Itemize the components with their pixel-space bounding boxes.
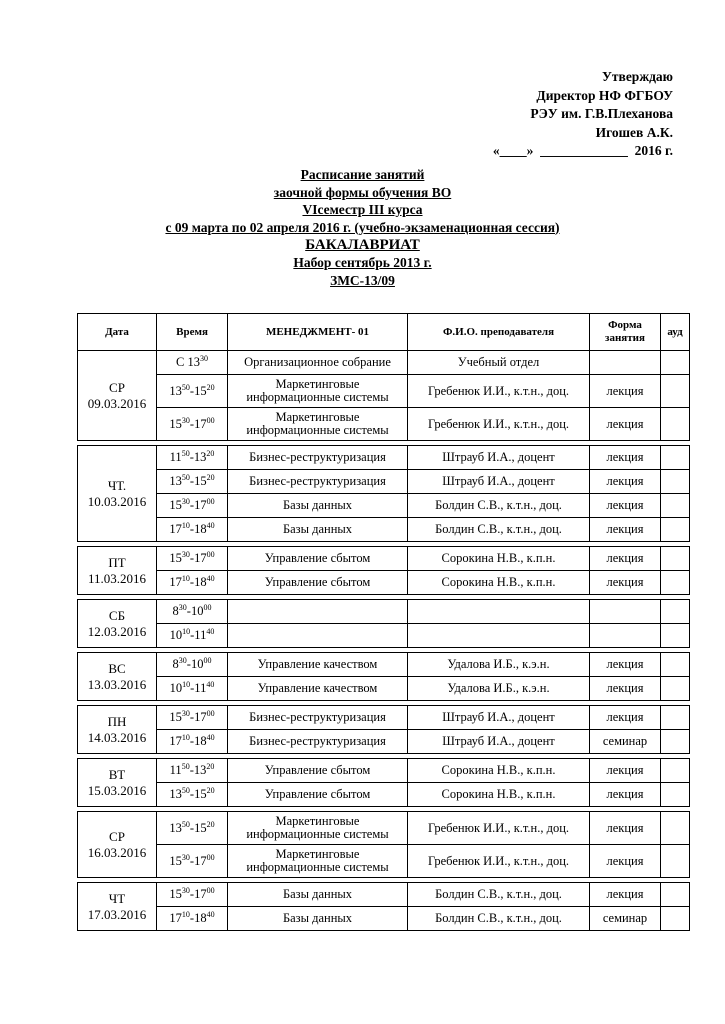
time-hours: 17 [169,522,182,536]
time-minutes: 30 [178,603,187,612]
time-hours: -17 [189,853,207,868]
teacher-cell: Гребенюк И.И., к.т.н., доц. [408,812,590,845]
room-cell [661,783,690,807]
time-minutes: 40 [206,733,215,742]
schedule-body [78,351,690,931]
time-cell [157,494,228,518]
room-cell [661,446,690,470]
approval-line: РЭУ им. Г.В.Плеханова [530,106,673,121]
time-hours: -18 [189,575,207,589]
title-line: ЗМС-13/09 [330,272,395,288]
date: 10.03.2016 [87,493,147,509]
time-cell [157,759,228,783]
time-hours: -18 [189,734,207,748]
time-minutes: 10 [182,680,191,689]
room-cell [661,351,690,375]
time-minutes: 30 [199,354,208,363]
weekday: ЧТ [108,890,126,906]
form-cell: лекция [590,812,661,845]
time-cell [157,677,228,701]
time-minutes: 20 [206,762,215,771]
subject-cell: Управление сбытом [228,571,408,595]
form-cell: лекция [590,547,661,571]
form-cell: лекция [590,518,661,542]
time-cell [157,883,228,907]
time-cell [157,653,228,677]
weekday: СР [109,379,125,395]
subject-cell: Управление качеством [228,653,408,677]
time-minutes: 40 [206,574,215,583]
table-row [78,883,690,907]
subject-cell: Управление сбытом [228,783,408,807]
header-room: ауд [661,314,690,351]
time-cell [157,783,228,807]
time-hours: -13 [189,450,207,464]
time-minutes: 10 [181,521,190,530]
teacher-cell: Сорокина Н.В., к.п.н. [408,547,590,571]
table-row [78,706,690,730]
date: 13.03.2016 [87,676,147,692]
time-hours: 13 [169,474,182,488]
room-cell [661,759,690,783]
subject-cell: Бизнес-реструктуризация [228,446,408,470]
time-minutes: 30 [181,497,190,506]
form-cell: семинар [590,907,661,931]
teacher-cell: Гребенюк И.И., к.т.н., доц. [408,375,590,408]
teacher-cell: Сорокина Н.В., к.п.н. [408,783,590,807]
title-line: заочной формы обучения ВО [273,184,452,200]
time-hours: 8 [172,657,179,671]
title-line: Расписание занятий [300,167,425,182]
time-hours: -10 [186,604,204,618]
date: 12.03.2016 [87,623,147,639]
room-cell [661,375,690,408]
table-row [78,375,690,408]
time-cell [157,571,228,595]
day-date-cell [78,547,157,595]
subject-cell: Маркетинговые информационные системы [228,845,408,878]
time-hours: 17 [169,575,182,589]
date: 09.03.2016 [87,395,147,411]
date: 16.03.2016 [87,844,147,860]
time-hours: -15 [189,474,207,488]
time-minutes: 20 [206,449,215,458]
date: 17.03.2016 [87,906,147,922]
time-cell [157,446,228,470]
time-hours: -17 [189,710,207,724]
day-date-cell [78,600,157,648]
form-cell: лекция [590,653,661,677]
teacher-cell: Учебный отдел [408,351,590,375]
time-minutes: 00 [206,550,215,559]
time-minutes: 20 [206,473,215,482]
header-subject: МЕНЕДЖМЕНТ- 01 [228,314,408,351]
form-cell [590,624,661,648]
time-hours: -17 [189,887,207,901]
room-cell [661,883,690,907]
time-cell [157,624,228,648]
subject-cell: Управление сбытом [228,547,408,571]
date: 11.03.2016 [87,570,147,586]
room-cell [661,812,690,845]
time-minutes: 20 [206,382,215,392]
time-cell [157,518,228,542]
teacher-cell: Сорокина Н.В., к.п.н. [408,571,590,595]
subject-cell: Управление сбытом [228,759,408,783]
form-cell: лекция [590,783,661,807]
header-time: Время [157,314,228,351]
time-minutes: 00 [206,709,215,718]
form-cell: лекция [590,375,661,408]
time-hours: 15 [169,887,182,901]
header-date: Дата [78,314,157,351]
table-row [78,730,690,754]
room-cell [661,845,690,878]
time-minutes: 10 [182,627,191,636]
table-row [78,518,690,542]
time-hours: 15 [169,710,182,724]
time-minutes: 00 [203,656,212,665]
time-hours: -18 [189,911,207,925]
teacher-cell: Штрауб И.А., доцент [408,730,590,754]
title-line: с 09 марта по 02 апреля 2016 г. (учебно-экзаменационная сессия) [165,219,560,235]
time-minutes: 10 [181,574,190,583]
form-cell [590,600,661,624]
subject-cell [228,600,408,624]
teacher-cell: Штрауб И.А., доцент [408,470,590,494]
subject-cell: Базы данных [228,494,408,518]
time-cell [157,812,228,845]
room-cell [661,547,690,571]
table-row [78,547,690,571]
time-hours: -13 [189,763,207,777]
time-minutes: 30 [181,852,190,862]
time-minutes: 10 [181,910,190,919]
time-hours: 10 [169,681,183,695]
time-minutes: 50 [181,762,190,771]
time-minutes: 50 [181,473,190,482]
time-hours: 13 [169,383,182,398]
subject-cell: Маркетинговые информационные системы [228,408,408,441]
time-cell [157,730,228,754]
time-hours: 13 [169,820,182,835]
day-date-cell [78,653,157,701]
time-minutes: 00 [206,415,215,425]
table-row [78,600,690,624]
weekday: СБ [108,607,126,623]
time-hours: -11 [190,628,207,642]
form-cell: лекция [590,571,661,595]
time-hours: -17 [189,416,207,431]
table-header-row [78,314,690,351]
time-cell [157,845,228,878]
weekday: СР [109,828,125,844]
table-row [78,653,690,677]
time-hours: 11 [169,450,182,464]
time-minutes: 30 [181,886,190,895]
day-date-cell [78,446,157,542]
teacher-cell: Гребенюк И.И., к.т.н., доц. [408,408,590,441]
time-cell [157,907,228,931]
room-cell [661,624,690,648]
table-row [78,470,690,494]
time-minutes: 00 [206,852,215,862]
schedule-table [77,313,690,931]
table-row [78,408,690,441]
room-cell [661,600,690,624]
form-cell: лекция [590,470,661,494]
approval-line: Утверждаю [601,69,673,84]
form-cell: лекция [590,446,661,470]
time-cell [157,706,228,730]
time-hours: 10 [169,628,183,642]
form-cell: лекция [590,494,661,518]
room-cell [661,706,690,730]
time-minutes: 50 [181,449,190,458]
time-minutes: 20 [206,819,215,829]
room-cell [661,408,690,441]
time-minutes: 10 [181,733,190,742]
time-hours: -17 [189,551,207,565]
time-minutes: 40 [206,521,215,530]
teacher-cell: Болдин С.В., к.т.н., доц. [408,494,590,518]
room-cell [661,653,690,677]
time-minutes: 40 [206,680,215,689]
room-cell [661,518,690,542]
subject-cell: Базы данных [228,518,408,542]
weekday: ВС [108,660,126,676]
room-cell [661,470,690,494]
teacher-cell: Гребенюк И.И., к.т.н., доц. [408,845,590,878]
header-form: Форма занятия [590,314,661,351]
table-row [78,624,690,648]
time-hours: 17 [169,911,182,925]
time-hours: 15 [169,498,182,512]
time-minutes: 30 [181,550,190,559]
teacher-cell: Болдин С.В., к.т.н., доц. [408,883,590,907]
time-hours: С 13 [176,355,200,369]
time-cell [157,375,228,408]
time-minutes: 50 [181,819,190,829]
table-row [78,759,690,783]
teacher-cell [408,624,590,648]
teacher-cell [408,600,590,624]
approval-block [493,68,673,161]
time-minutes: 30 [178,656,187,665]
approval-line: Директор НФ ФГБОУ [536,87,673,103]
time-hours: 17 [169,734,182,748]
time-hours: -10 [186,657,204,671]
time-minutes: 30 [181,709,190,718]
time-minutes: 00 [206,497,215,506]
time-minutes: 30 [181,415,190,425]
time-hours: -15 [189,820,207,835]
subject-cell: Бизнес-реструктуризация [228,470,408,494]
subject-cell: Маркетинговые информационные системы [228,375,408,408]
time-hours: 15 [169,551,182,565]
subject-cell [228,624,408,648]
day-date-cell [78,883,157,931]
time-minutes: 50 [181,786,190,795]
time-cell [157,351,228,375]
day-date-cell [78,812,157,878]
subject-cell: Бизнес-реструктуризация [228,730,408,754]
room-cell [661,730,690,754]
title-line: VIсеместр III курса [302,202,423,217]
approval-line: Игошев А.К. [595,124,673,140]
day-date-cell [78,759,157,807]
day-date-cell [78,351,157,441]
subject-cell: Базы данных [228,907,408,931]
table-row [78,677,690,701]
room-cell [661,677,690,701]
time-minutes: 40 [206,627,215,636]
time-cell [157,470,228,494]
teacher-cell: Удалова И.Б., к.э.н. [408,653,590,677]
time-cell [157,547,228,571]
room-cell [661,571,690,595]
title-line: Набор сентябрь 2013 г. [293,255,432,270]
table-row [78,907,690,931]
time-hours: 15 [169,416,182,431]
teacher-cell: Штрауб И.А., доцент [408,446,590,470]
form-cell: лекция [590,845,661,878]
date: 15.03.2016 [87,782,147,798]
teacher-cell: Удалова И.Б., к.э.н. [408,677,590,701]
weekday: ПН [107,713,127,729]
form-cell: семинар [590,730,661,754]
teacher-cell: Штрауб И.А., доцент [408,706,590,730]
day-date-cell [78,706,157,754]
form-cell: лекция [590,706,661,730]
form-cell: лекция [590,408,661,441]
table-row [78,845,690,878]
table-row [78,446,690,470]
time-hours: 13 [169,787,182,801]
time-minutes: 00 [206,886,215,895]
subject-cell: Управление качеством [228,677,408,701]
table-row [78,812,690,845]
time-hours: 8 [172,604,179,618]
teacher-cell: Сорокина Н.В., к.п.н. [408,759,590,783]
table-row [78,783,690,807]
time-hours: -18 [189,522,207,536]
weekday: ПТ [108,554,126,570]
time-hours: -11 [190,681,207,695]
time-minutes: 50 [181,382,190,392]
room-cell [661,907,690,931]
time-hours: -15 [189,383,207,398]
time-cell [157,600,228,624]
date: 14.03.2016 [87,729,147,745]
subject-cell: Бизнес-реструктуризация [228,706,408,730]
room-cell [661,494,690,518]
teacher-cell: Болдин С.В., к.т.н., доц. [408,518,590,542]
time-hours: -17 [189,498,207,512]
subject-cell: Базы данных [228,883,408,907]
time-minutes: 00 [203,603,212,612]
time-hours: 15 [169,853,182,868]
time-minutes: 20 [206,786,215,795]
teacher-cell: Болдин С.В., к.т.н., доц. [408,907,590,931]
table-row [78,351,690,375]
subject-cell: Маркетинговые информационные системы [228,812,408,845]
time-cell [157,408,228,441]
header-teacher: Ф.И.О. преподавателя [408,314,590,351]
time-hours: 11 [169,763,182,777]
form-cell: лекция [590,883,661,907]
table-row [78,571,690,595]
subject-cell: Организационное собрание [228,351,408,375]
form-cell: лекция [590,677,661,701]
weekday: ЧТ. [107,477,127,493]
form-cell: лекция [590,759,661,783]
time-hours: -15 [189,787,207,801]
form-cell [590,351,661,375]
title-line: БАКАЛАВРИАТ [305,237,420,253]
approval-date-line: «____» _____________ 2016 г. [492,143,673,158]
schedule-title [0,166,725,289]
time-minutes: 40 [206,910,215,919]
table-row [78,494,690,518]
weekday: ВТ [108,766,126,782]
